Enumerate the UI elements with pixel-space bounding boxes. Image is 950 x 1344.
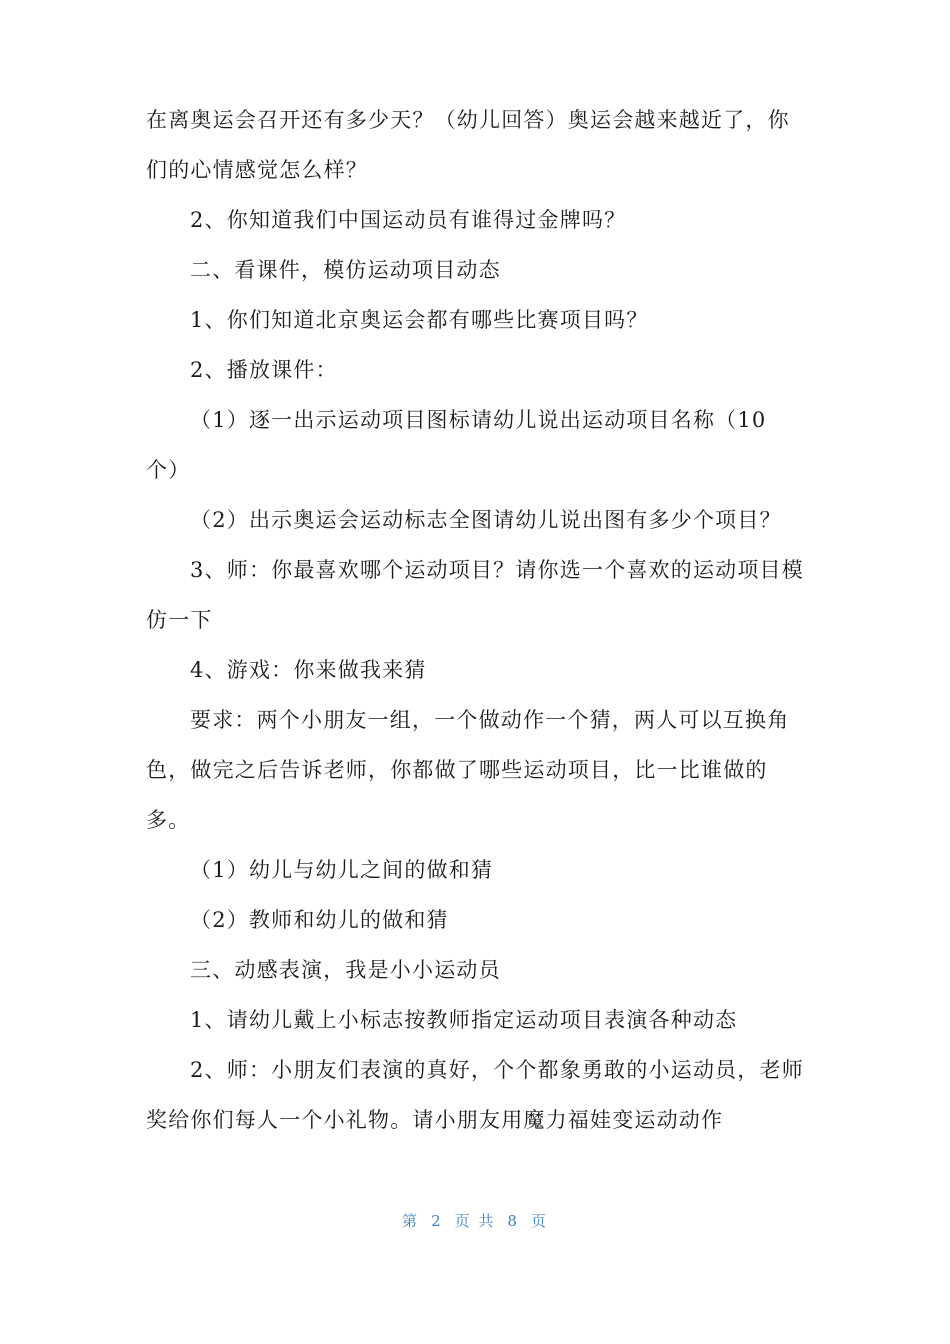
paragraph-line: 仿一下: [146, 608, 213, 632]
paragraph-line: （2）出示奥运会运动标志全图请幼儿说出图有多少个项目？: [190, 508, 782, 532]
section-heading: 二、看课件，模仿运动项目动态: [190, 258, 501, 282]
paragraph-line: 要求：两个小朋友一组，一个做动作一个猜，两人可以互换角: [190, 708, 790, 732]
paragraph-line: 2、播放课件：: [190, 358, 338, 382]
page-footer: [0, 1210, 950, 1231]
paragraph-line: 2、师：小朋友们表演的真好，个个都象勇敢的小运动员，老师: [190, 1058, 804, 1082]
paragraph-line: 4、游戏：你来做我来猜: [190, 658, 427, 682]
paragraph-line: 奖给你们每人一个小礼物。请小朋友用魔力福娃变运动动作: [146, 1108, 724, 1132]
paragraph-line: 们的心情感觉怎么样？: [146, 158, 368, 182]
footer-prefix: 第: [402, 1212, 420, 1230]
paragraph-line: 1、你们知道北京奥运会都有哪些比赛项目吗？: [190, 308, 649, 332]
footer-suffix: 页: [530, 1212, 548, 1230]
paragraph-line: 色，做完之后告诉老师，你都做了哪些运动项目，比一比谁做的: [146, 758, 768, 782]
footer-middle: 页 共: [454, 1212, 496, 1230]
footer-total-pages: 8: [507, 1212, 519, 1230]
section-heading: 三、动感表演，我是小小运动员: [190, 958, 501, 982]
paragraph-line: 2、你知道我们中国运动员有谁得过金牌吗？: [190, 208, 627, 232]
paragraph-line: 在离奥运会召开还有多少天？（幼儿回答）奥运会越来越近了，你: [146, 108, 790, 132]
paragraph-line: （1）幼儿与幼儿之间的做和猜: [190, 858, 494, 882]
footer-current-page: 2: [431, 1212, 443, 1230]
paragraph-line: 3、师：你最喜欢哪个运动项目？请你选一个喜欢的运动项目模: [190, 558, 804, 582]
paragraph-line: 1、请幼儿戴上小标志按教师指定运动项目表演各种动态: [190, 1008, 738, 1032]
paragraph-line: 多。: [146, 808, 191, 832]
paragraph-line: （1）逐一出示运动项目图标请幼儿说出运动项目名称（10: [190, 408, 767, 432]
paragraph-line: （2）教师和幼儿的做和猜: [190, 908, 449, 932]
paragraph-line: 个）: [146, 458, 191, 482]
